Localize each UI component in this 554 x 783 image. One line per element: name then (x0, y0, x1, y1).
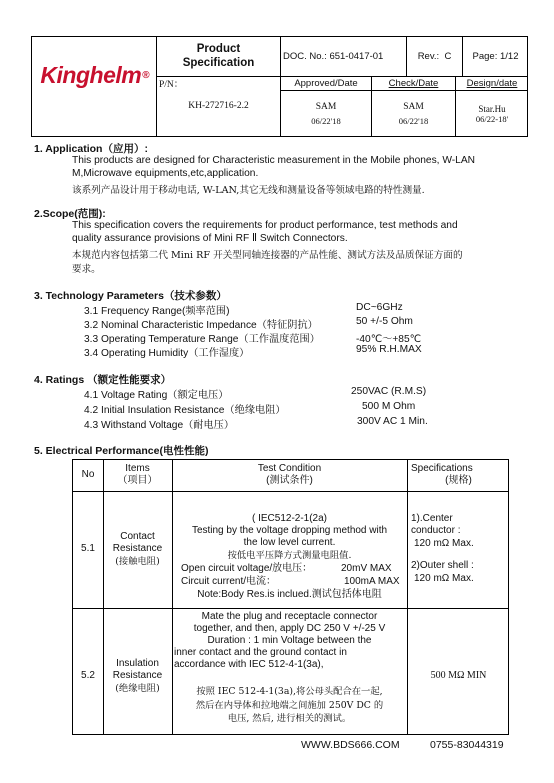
col-header-spec-cn: (规格) (445, 475, 472, 486)
design-sign-cell (456, 91, 528, 137)
rating-label: 4.3 Withstand Voltage（耐电压） (84, 420, 235, 431)
row-5-1-spec: 2)Outer shell : (411, 560, 474, 571)
row-5-1-spec: 120 mΩ Max. (414, 538, 474, 549)
row-5-1-test: 100mA MAX (344, 576, 400, 587)
kinghelm-logo (33, 58, 157, 92)
check-sign-cell (372, 91, 456, 137)
rating-value: 300V AC 1 Min. (357, 416, 428, 427)
row-5-2-test: accordance with IEC 512-4-1(3a), (174, 659, 324, 670)
approved-label-cell (281, 77, 372, 91)
row-5-1-test: Open circuit voltage/放电压： (181, 563, 313, 574)
design-date: 06/22-18' (475, 114, 509, 125)
row-5-2-test: together, and then, apply DC 250 V +/-25 V (193, 623, 386, 634)
design-label-cell (456, 77, 528, 91)
table-column-divider (407, 460, 408, 734)
row-5-2-test: 然后在内导体和拉地端之间施加 250V DC 的 (195, 700, 384, 711)
approved-date: 06/22'18 (311, 116, 341, 127)
check-name: SAM (403, 101, 424, 112)
col-header-spec-en: Specifications (411, 463, 473, 474)
row-5-1-test: 按低电平压降方式测量电阻值. (227, 550, 352, 561)
registered-mark: ® (142, 69, 150, 81)
section-2-line1: This specification covers the requirements for product performance, test methods and (72, 220, 458, 231)
rating-label: 4.2 Initial Insulation Resistance（绝缘电阻） (84, 405, 286, 416)
title-cell (157, 37, 281, 77)
doc-no: DOC. No.: 651-0417-01 (283, 50, 384, 62)
section-2-line3: 本规范内容包括第二代 Mini RF 开关型同轴连接器的产品性能、测试方法及品质保证方面的 (72, 250, 463, 261)
section-2-line2: quality assurance provisions of Mini RF Ⅱ Switch Connectors. (72, 233, 348, 244)
row-5-2-no: 5.2 (81, 670, 95, 681)
row-5-1-item: (接触电阻) (115, 556, 160, 567)
section-1-line3: 该系列产品设计用于移动电话, W-LAN,其它无线和测量设备等领域电路的特性测量. (72, 185, 425, 196)
col-header-test-cn: (测试条件) (266, 475, 313, 486)
check-label-cell (372, 77, 456, 91)
row-5-2-test: Mate the plug and receptacle connector (201, 611, 378, 622)
param-label: 3.3 Operating Temperature Range（工作温度范围） (84, 334, 320, 345)
param-label: 3.2 Nominal Characteristic Impedance（特征阴抗） (84, 320, 318, 331)
row-5-1-spec: conductor : (411, 525, 461, 536)
section-1-line2: M,Microwave equipments,etc,application. (72, 168, 259, 179)
row-5-2-spec: 500 MΩ MIN (430, 670, 487, 681)
section-1-line1: This products are designed for Characteristic measurement in the Mobile phones, W-LAN (72, 155, 475, 166)
row-5-1-test: Circuit current/电流： (181, 576, 277, 587)
check-date: 06/22'18 (398, 116, 429, 127)
design-label: Design/date (466, 77, 518, 89)
table-row-divider (73, 491, 508, 492)
rev-label: Rev.: (417, 50, 440, 62)
row-5-1-no: 5.1 (81, 543, 95, 554)
row-5-2-item: (绝缘电阻) (115, 683, 160, 694)
row-5-1-test: Note:Body Res.is inclued.测试包括体电阻 (197, 589, 382, 600)
check-label: Check/Date (388, 77, 439, 89)
row-5-1-item: Contact (120, 531, 155, 542)
row-5-2-item: Resistance (112, 670, 163, 681)
rev-value: C (444, 50, 452, 62)
row-5-1-item: Resistance (112, 543, 163, 554)
col-header-test-en: Test Condition (257, 463, 322, 474)
table-row-divider (73, 608, 508, 609)
row-5-2-item: Insulation (116, 658, 159, 669)
footer-website: WWW.BDS666.COM (301, 739, 400, 751)
section-5-title: 5. Electrical Performance(电性性能) (34, 445, 209, 457)
param-label: 3.4 Operating Humidity（工作湿度） (84, 348, 250, 359)
rating-value: 250VAC (R.M.S) (351, 386, 427, 397)
section-4-title: 4. Ratings （额定性能要求） (34, 374, 172, 386)
approved-name: SAM (315, 101, 337, 112)
footer-phone: 0755-83044319 (430, 739, 504, 751)
title-line1: Product (196, 42, 241, 55)
param-value: 50 +/-5 Ohm (356, 316, 413, 327)
electrical-performance-table (72, 459, 509, 735)
param-label: 3.1 Frequency Range(频率范围) (84, 306, 230, 317)
row-5-1-test: the low level current. (243, 537, 336, 548)
approved-sign-cell (281, 91, 372, 137)
col-header-items-en: Items (125, 463, 150, 474)
row-5-1-spec: 1).Center (411, 513, 453, 524)
section-2-line4: 要求。 (72, 264, 101, 275)
param-value: -40℃～+85℃ (356, 334, 422, 345)
pn-value: KH-272716-2.2 (188, 101, 249, 112)
page-number: Page: 1/12 (472, 50, 519, 62)
doc-no-cell (281, 37, 407, 77)
pn-cell (157, 77, 281, 137)
row-5-2-test: Duration : 1 min Voltage between the (207, 635, 372, 646)
rating-value: 500 M Ohm (362, 401, 416, 412)
row-5-1-spec: 120 mΩ Max. (414, 573, 474, 584)
rating-label: 4.1 Voltage Rating（额定电压） (84, 390, 229, 401)
rev-cell (407, 37, 463, 77)
row-5-1-test: ( IEC512-2-1(2a) (251, 513, 328, 524)
param-value: 95% R.H.MAX (356, 344, 422, 355)
row-5-1-test: Testing by the voltage dropping method with (191, 525, 388, 536)
section-2-title: 2.Scope(范围): (34, 208, 106, 220)
page-cell (463, 37, 528, 77)
section-1-title: 1. Application（应用）: (34, 143, 148, 155)
row-5-2-test: 电压, 然后, 进行相关的测试。 (227, 713, 352, 724)
pn-label: P/N： (159, 80, 184, 90)
row-5-2-test: inner contact and the ground contact in (174, 647, 347, 658)
brand-name: Kinghelm (40, 61, 142, 88)
section-3-title: 3. Technology Parameters（技术参数） (34, 290, 227, 302)
title-line2: Specification (182, 56, 255, 69)
col-header-no: No (81, 469, 95, 480)
approved-label: Approved/Date (294, 77, 358, 89)
param-value: DC~6GHz (356, 302, 403, 313)
row-5-1-test: 20mV MAX (341, 563, 392, 574)
col-header-items-cn: （项目） (117, 475, 158, 486)
design-name: Star.Hu (478, 103, 506, 114)
row-5-2-test: 按照 IEC 512-4-1(3a),将公母头配合在一起, (196, 686, 383, 697)
